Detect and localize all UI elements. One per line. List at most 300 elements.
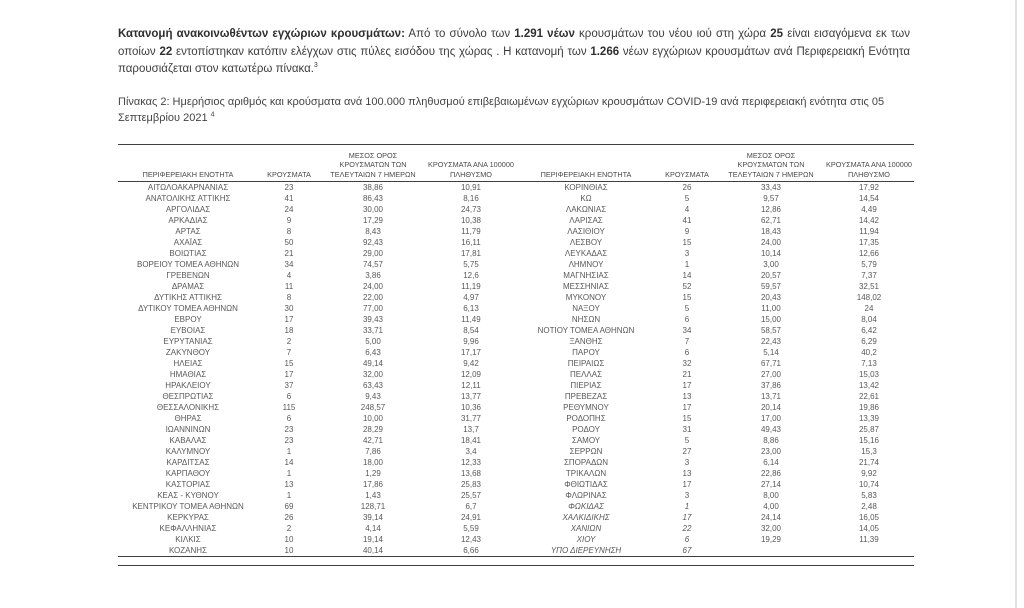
avg7-cell: 17,86 — [362, 480, 384, 490]
cases-cell: 50 — [284, 238, 294, 248]
cases-cell: 8 — [286, 293, 292, 303]
cases-cell: 21 — [284, 249, 294, 259]
column-header: ΚΡΟΥΣΜΑΤΑ — [258, 144, 320, 182]
intro-text-segment: κρουσμάτων του νέου ιού στη χώρα — [574, 28, 771, 40]
table-row — [118, 303, 914, 314]
cases-cell: 6 — [286, 392, 292, 402]
table-row — [118, 248, 914, 259]
avg7-cell: 49,14 — [362, 359, 384, 369]
cases-cell: 4 — [286, 271, 292, 281]
region-cell: ΜΥΚΟΝΟΥ — [565, 293, 607, 303]
per100k-cell: 11,39 — [859, 535, 879, 545]
per100k-cell: 148,02 — [856, 293, 882, 303]
per100k-cell: 6,7 — [465, 502, 477, 512]
cases-cell: 30 — [284, 304, 294, 314]
per100k-cell: 9,96 — [463, 337, 479, 347]
intro-text-segment: είναι εισαγόμενα εκ των οποίων — [118, 28, 911, 58]
table-body — [118, 182, 914, 557]
region-cell: ΖΑΚΥΝΘΟΥ — [165, 348, 211, 358]
avg7-cell: 3,00 — [763, 260, 779, 270]
per100k-cell — [824, 545, 914, 557]
avg7-cell — [718, 545, 824, 557]
region-cell: ΙΩΑΝΝΙΝΩΝ — [165, 425, 211, 435]
avg7-cell: 22,43 — [760, 337, 782, 347]
avg7-cell: 58,57 — [760, 326, 782, 336]
caption-footnote-ref: 4 — [210, 111, 215, 119]
per100k-cell: 9,42 — [463, 359, 479, 369]
region-cell: ΦΩΚΙΔΑΣ — [568, 502, 604, 512]
cases-cell: 18 — [284, 326, 294, 336]
avg7-cell: 9,43 — [365, 392, 381, 402]
per100k-cell: 21,74 — [858, 458, 880, 468]
table-row — [118, 424, 914, 435]
bottom-divider — [118, 565, 914, 566]
avg7-cell: 6,14 — [763, 458, 779, 468]
per100k-cell: 12,43 — [460, 535, 482, 545]
avg7-cell: 10,00 — [362, 414, 384, 424]
cases-cell: 1 — [684, 502, 690, 512]
cases-cell: 1 — [684, 260, 690, 270]
cases-cell: 13 — [682, 392, 692, 402]
cases-cell: 13 — [682, 469, 692, 479]
region-cell: ΣΑΜΟΥ — [571, 436, 601, 446]
cases-cell: 6 — [684, 348, 690, 358]
per100k-cell: 19,86 — [858, 403, 880, 413]
cases-cell: 41 — [284, 194, 294, 204]
cases-cell: 7 — [684, 337, 690, 347]
cases-cell: 10 — [284, 546, 294, 556]
per100k-cell: 5,83 — [861, 491, 877, 501]
cases-cell: 31 — [682, 425, 692, 435]
per100k-cell: 14,54 — [858, 194, 880, 204]
cases-cell: 21 — [682, 370, 692, 380]
table-row — [118, 358, 914, 369]
column-header: ΚΡΟΥΣΜΑΤΑ — [656, 144, 718, 182]
region-cell: ΠΕΙΡΑΙΩΣ — [567, 359, 605, 369]
region-cell: ΝΑΞΟΥ — [572, 304, 600, 314]
cases-cell: 27 — [682, 447, 692, 457]
region-cell: ΚΕΡΚΥΡΑΣ — [167, 513, 209, 523]
intro-text-segment: Από το σύνολο των — [404, 28, 515, 40]
avg7-cell: 8,00 — [763, 491, 779, 501]
avg7-cell: 6,43 — [365, 348, 381, 358]
cases-cell: 8 — [286, 227, 292, 237]
per100k-cell: 4,97 — [463, 293, 479, 303]
cases-cell: 24 — [284, 205, 294, 215]
avg7-cell: 30,00 — [362, 205, 384, 215]
cases-cell: 17 — [284, 315, 294, 325]
cases-cell: 17 — [682, 480, 692, 490]
region-cell: ΠΑΡΟΥ — [572, 348, 600, 358]
region-cell: ΓΡΕΒΕΝΩΝ — [166, 271, 210, 281]
avg7-cell: 12,86 — [760, 205, 782, 215]
table-row — [118, 325, 914, 336]
region-cell: ΑΡΓΟΛΙΔΑΣ — [165, 205, 211, 215]
table-row — [118, 446, 914, 457]
per100k-cell: 6,13 — [463, 304, 479, 314]
table-row — [118, 215, 914, 226]
cases-cell: 26 — [682, 183, 692, 193]
per100k-cell: 10,38 — [460, 216, 482, 226]
avg7-cell: 19,29 — [760, 535, 782, 545]
per100k-cell: 13,68 — [460, 469, 482, 479]
cases-cell: 2 — [286, 524, 292, 534]
per100k-cell: 12,09 — [460, 370, 482, 380]
cases-cell: 115 — [282, 403, 296, 413]
table-row — [118, 435, 914, 446]
per100k-cell: 11,79 — [461, 227, 481, 237]
avg7-cell: 37,86 — [760, 381, 782, 391]
table-row — [118, 413, 914, 424]
avg7-cell: 38,86 — [362, 183, 384, 193]
table-row — [118, 512, 914, 523]
region-cell: ΝΟΤΙΟΥ ΤΟΜΕΑ ΑΘΗΝΩΝ — [537, 326, 635, 336]
region-cell: ΒΟΡΕΙΟΥ ΤΟΜΕΑ ΑΘΗΝΩΝ — [136, 260, 240, 270]
per100k-cell: 2,48 — [861, 502, 877, 512]
region-cell: ΛΑΚΩΝΙΑΣ — [565, 205, 607, 215]
intro-text-segment: εντοπίστηκαν κατόπιν ελέγχων στις πύλες εισόδου της χώρας . Η κατανομή των — [172, 45, 591, 58]
region-cell: ΣΠΟΡΑΔΩΝ — [563, 458, 609, 468]
per100k-cell: 10,91 — [460, 183, 482, 193]
avg7-cell: 33,71 — [362, 326, 384, 336]
region-cell: ΒΟΙΩΤΙΑΣ — [169, 249, 207, 259]
cases-cell: 26 — [284, 513, 294, 523]
avg7-cell: 20,43 — [760, 293, 782, 303]
region-cell: ΛΑΣΙΘΙΟΥ — [567, 227, 605, 237]
table-row — [118, 490, 914, 501]
region-cell: ΚΑΣΤΟΡΙΑΣ — [165, 480, 211, 490]
region-cell: ΗΛΕΙΑΣ — [173, 359, 203, 369]
cases-cell: 34 — [682, 326, 692, 336]
per100k-cell: 12,6 — [463, 271, 479, 281]
cases-cell: 1 — [286, 447, 292, 457]
region-cell: ΡΕΘΥΜΝΟΥ — [563, 403, 609, 413]
cases-cell: 17 — [682, 513, 692, 523]
table-caption-text: Πίνακας 2: Ημερήσιος αριθμός και κρούσματα ανά 100.000 πληθυσμού επιβεβαιωμένων εγχώριων κρουσμάτων COVID-19 ανά περιφερειακή ενότητα στις 05 Σεπτεμβρίου 2021 — [118, 95, 885, 124]
per100k-cell: 31,77 — [460, 414, 482, 424]
region-cell: ΠΡΕΒΕΖΑΣ — [564, 392, 608, 402]
cases-cell: 9 — [286, 216, 292, 226]
cases-cell: 9 — [684, 227, 690, 237]
region-cell: ΚΑΡΔΙΤΣΑΣ — [166, 458, 210, 468]
avg7-cell: 29,00 — [362, 249, 384, 259]
intro-bold-segment: 25 — [770, 28, 784, 40]
table-row — [118, 369, 914, 380]
cases-cell: 23 — [284, 183, 294, 193]
region-cell: ΘΗΡΑΣ — [174, 414, 202, 424]
region-cell: ΑΝΑΤΟΛΙΚΗΣ ΑΤΤΙΚΗΣ — [145, 194, 231, 204]
column-header: ΜΕΣΟΣ ΟΡΟΣ ΚΡΟΥΣΜΑΤΩΝ ΤΩΝ ΤΕΛΕΥΤΑΙΩΝ 7 ΗΜΕΡΩΝ — [718, 144, 824, 182]
per100k-cell: 8,04 — [861, 315, 877, 325]
region-cell: ΦΛΩΡΙΝΑΣ — [565, 491, 607, 501]
table-row — [118, 237, 914, 248]
per100k-cell: 13,7 — [463, 425, 479, 435]
per100k-cell: 11,94 — [859, 227, 879, 237]
avg7-cell: 1,29 — [365, 469, 381, 479]
cases-cell: 5 — [684, 194, 690, 204]
table-row — [118, 226, 914, 237]
avg7-cell: 67,71 — [760, 359, 782, 369]
avg7-cell: 7,86 — [365, 447, 381, 457]
region-cell: ΚΑΛΥΜΝΟΥ — [165, 447, 211, 457]
avg7-cell: 32,00 — [760, 524, 782, 534]
cases-cell: 22 — [682, 524, 692, 534]
per100k-cell: 25,57 — [460, 491, 482, 501]
per100k-cell: 9,92 — [861, 469, 877, 479]
region-cell: ΗΡΑΚΛΕΙΟΥ — [165, 381, 211, 391]
table-row — [118, 259, 914, 270]
per100k-cell: 15,16 — [858, 436, 880, 446]
avg7-cell: 18,43 — [760, 227, 782, 237]
per100k-cell: 25,87 — [858, 425, 880, 435]
region-cell: ΕΒΡΟΥ — [174, 315, 202, 325]
cases-cell: 14 — [284, 458, 294, 468]
table-row — [118, 468, 914, 479]
cases-cell: 6 — [684, 535, 690, 545]
region-cell: ΚΩ — [580, 194, 592, 204]
region-cell: ΚΟΖΑΝΗΣ — [168, 546, 208, 556]
cases-cell: 37 — [284, 381, 294, 391]
per100k-cell: 6,42 — [861, 326, 877, 336]
region-cell: ΑΡΚΑΔΙΑΣ — [168, 216, 208, 226]
per100k-cell: 13,39 — [858, 414, 880, 424]
avg7-cell: 5,00 — [365, 337, 381, 347]
table-row — [118, 292, 914, 303]
per100k-cell: 17,17 — [460, 348, 482, 358]
per100k-cell: 8,16 — [463, 194, 479, 204]
per100k-cell: 32,51 — [858, 282, 880, 292]
per100k-cell: 6,29 — [861, 337, 877, 347]
region-cell: ΑΡΤΑΣ — [175, 227, 201, 237]
page-edge-line — [1015, 0, 1017, 608]
table-row — [118, 314, 914, 325]
avg7-cell: 33,43 — [760, 183, 782, 193]
table-row — [118, 391, 914, 402]
avg7-cell: 9,57 — [763, 194, 779, 204]
region-cell: ΛΕΣΒΟΥ — [569, 238, 603, 248]
avg7-cell: 20,14 — [760, 403, 782, 413]
avg7-cell: 248,57 — [360, 403, 386, 413]
cases-cell: 3 — [684, 491, 690, 501]
avg7-cell: 10,14 — [760, 249, 782, 259]
avg7-cell: 27,00 — [760, 370, 782, 380]
per100k-cell: 13,42 — [858, 381, 880, 391]
avg7-cell: 40,14 — [362, 546, 384, 556]
region-cell: ΚΑΡΠΑΘΟΥ — [165, 469, 211, 479]
avg7-cell: 128,71 — [360, 502, 386, 512]
avg7-cell: 49,43 — [760, 425, 782, 435]
intro-bold-segment: Κατανομή ανακοινωθέντων εγχώριων κρουσμάτων: — [118, 28, 405, 40]
avg7-cell: 28,29 — [362, 425, 384, 435]
avg7-cell: 74,57 — [362, 260, 384, 270]
region-cell: ΞΑΝΘΗΣ — [569, 337, 603, 347]
avg7-cell: 32,00 — [362, 370, 384, 380]
table-row — [118, 182, 914, 194]
per100k-cell: 16,11 — [461, 238, 481, 248]
covid-regional-table — [118, 144, 914, 558]
cases-cell: 14 — [682, 271, 692, 281]
table-row — [118, 402, 914, 413]
region-cell: ΤΡΙΚΑΛΩΝ — [565, 469, 607, 479]
cases-cell: 15 — [682, 238, 692, 248]
avg7-cell: 42,71 — [362, 436, 384, 446]
table-row — [118, 501, 914, 512]
table-row — [118, 281, 914, 292]
per100k-cell: 7,13 — [861, 359, 877, 369]
intro-paragraph — [118, 26, 910, 79]
per100k-cell: 12,11 — [461, 381, 481, 391]
cases-cell: 13 — [284, 480, 294, 490]
region-cell: ΚΕΝΤΡΙΚΟΥ ΤΟΜΕΑ ΑΘΗΝΩΝ — [132, 502, 244, 512]
column-header: ΚΡΟΥΣΜΑΤΑ ΑΝΑ 100000 ΠΛΗΘΥΣΜΟ — [824, 144, 914, 182]
region-cell: ΡΟΔΟΥ — [572, 425, 600, 435]
region-cell: ΜΑΓΝΗΣΙΑΣ — [563, 271, 609, 281]
cases-cell: 23 — [284, 436, 294, 446]
per100k-cell: 5,79 — [861, 260, 877, 270]
region-cell: ΜΕΣΣΗΝΙΑΣ — [563, 282, 609, 292]
per100k-cell: 5,75 — [463, 260, 479, 270]
cases-cell: 52 — [682, 282, 692, 292]
column-header: ΜΕΣΟΣ ΟΡΟΣ ΚΡΟΥΣΜΑΤΩΝ ΤΩΝ ΤΕΛΕΥΤΑΙΩΝ 7 ΗΜΕΡΩΝ — [320, 144, 426, 182]
region-cell: ΔΥΤΙΚΗΣ ΑΤΤΙΚΗΣ — [154, 293, 222, 303]
column-header: ΠΕΡΙΦΕΡΕΙΑΚΗ ΕΝΟΤΗΤΑ — [118, 144, 258, 182]
per100k-cell: 15,03 — [858, 370, 880, 380]
cases-cell: 17 — [682, 381, 692, 391]
region-cell: ΠΙΕΡΙΑΣ — [570, 381, 602, 391]
cases-cell: 34 — [284, 260, 294, 270]
per100k-cell: 24,73 — [460, 205, 482, 215]
region-cell: ΧΙΟΥ — [576, 535, 596, 545]
per100k-cell: 14,05 — [858, 524, 880, 534]
avg7-cell: 1,43 — [365, 491, 381, 501]
per100k-cell: 11,49 — [461, 315, 481, 325]
avg7-cell: 86,43 — [362, 194, 384, 204]
cases-cell: 3 — [684, 458, 690, 468]
avg7-cell: 92,43 — [362, 238, 384, 248]
avg7-cell: 8,43 — [365, 227, 381, 237]
table-row — [118, 380, 914, 391]
per100k-cell: 17,92 — [858, 183, 880, 193]
avg7-cell: 17,29 — [362, 216, 384, 226]
column-header: ΠΕΡΙΦΕΡΕΙΑΚΗ ΕΝΟΤΗΤΑ — [516, 144, 656, 182]
region-cell: ΧΑΝΙΩΝ — [570, 524, 602, 534]
cases-cell: 4 — [684, 205, 690, 215]
cases-cell: 15 — [682, 414, 692, 424]
cases-cell: 17 — [682, 403, 692, 413]
cases-cell: 41 — [682, 216, 692, 226]
per100k-cell: 3,4 — [465, 447, 477, 457]
avg7-cell: 3,86 — [365, 271, 381, 281]
region-cell: ΚΕΦΑΛΛΗΝΙΑΣ — [159, 524, 217, 534]
table-row — [118, 545, 914, 557]
table-row — [118, 479, 914, 490]
avg7-cell: 22,86 — [760, 469, 782, 479]
avg7-cell: 22,00 — [362, 293, 384, 303]
avg7-cell: 62,71 — [760, 216, 782, 226]
per100k-cell: 24,91 — [460, 513, 482, 523]
avg7-cell: 24,00 — [760, 238, 782, 248]
region-cell: ΕΥΒΟΙΑΣ — [170, 326, 206, 336]
avg7-cell: 27,14 — [760, 480, 782, 490]
avg7-cell: 23,00 — [760, 447, 782, 457]
cases-cell: 3 — [684, 249, 690, 259]
table-row — [118, 336, 914, 347]
per100k-cell: 18,41 — [460, 436, 482, 446]
table-row — [118, 347, 914, 358]
table-row — [118, 457, 914, 468]
region-cell: ΚΙΛΚΙΣ — [175, 535, 201, 545]
avg7-cell: 8,86 — [763, 436, 779, 446]
region-cell: ΑΙΤΩΛΟΑΚΑΡΝΑΝΙΑΣ — [147, 183, 229, 193]
table-row — [118, 270, 914, 281]
intro-footnote-ref: 3 — [313, 62, 318, 70]
table-row — [118, 193, 914, 204]
table-row — [118, 534, 914, 545]
avg7-cell: 77,00 — [362, 304, 384, 314]
region-cell: ΣΕΡΡΩΝ — [569, 447, 603, 457]
per100k-cell: 11,19 — [461, 282, 481, 292]
region-cell: ΡΟΔΟΠΗΣ — [566, 414, 606, 424]
cases-cell: 6 — [286, 414, 292, 424]
per100k-cell: 8,54 — [463, 326, 479, 336]
per100k-cell: 13,77 — [460, 392, 482, 402]
avg7-cell: 63,43 — [362, 381, 384, 391]
region-cell: ΥΠΟ ΔΙΕΡΕΥΝΗΣΗ — [550, 546, 622, 556]
per100k-cell: 7,37 — [861, 271, 877, 281]
cases-cell: 32 — [682, 359, 692, 369]
cases-cell: 2 — [286, 337, 292, 347]
region-cell: ΝΗΣΩΝ — [571, 315, 601, 325]
region-cell: ΕΥΡΥΤΑΝΙΑΣ — [163, 337, 213, 347]
region-cell: ΘΕΣΣΑΛΟΝΙΚΗΣ — [156, 403, 220, 413]
avg7-cell: 39,43 — [362, 315, 384, 325]
region-cell: ΦΘΙΩΤΙΔΑΣ — [564, 480, 608, 490]
avg7-cell: 59,57 — [760, 282, 782, 292]
cases-cell: 6 — [684, 315, 690, 325]
region-cell: ΛΗΜΝΟΥ — [568, 260, 604, 270]
per100k-cell: 10,74 — [858, 480, 880, 490]
intro-bold-segment: 1.266 — [590, 45, 620, 58]
cases-cell: 5 — [684, 436, 690, 446]
per100k-cell: 17,35 — [858, 238, 880, 248]
avg7-cell: 24,00 — [362, 282, 384, 292]
table-row — [118, 204, 914, 215]
avg7-cell: 19,14 — [362, 535, 384, 545]
region-cell: ΔΡΑΜΑΣ — [171, 282, 205, 292]
region-cell: ΚΕΑΣ - ΚΥΘΝΟΥ — [157, 491, 219, 501]
per100k-cell: 17,81 — [460, 249, 482, 259]
per100k-cell: 14,42 — [858, 216, 880, 226]
column-header: ΚΡΟΥΣΜΑΤΑ ΑΝΑ 100000 ΠΛΗΘΥΣΜΟ — [426, 144, 516, 182]
per100k-cell: 10,36 — [460, 403, 482, 413]
cases-cell: 11 — [284, 282, 294, 292]
per100k-cell: 24 — [864, 304, 874, 314]
avg7-cell: 17,00 — [760, 414, 782, 424]
per100k-cell: 40,2 — [861, 348, 877, 358]
region-cell: ΚΟΡΙΝΘΙΑΣ — [564, 183, 608, 193]
cases-cell: 23 — [284, 425, 294, 435]
intro-bold-segment: 1.291 νέων — [514, 28, 575, 40]
avg7-cell: 15,00 — [760, 315, 782, 325]
cases-cell: 10 — [284, 535, 294, 545]
avg7-cell: 11,00 — [761, 304, 781, 314]
per100k-cell: 4,49 — [861, 205, 877, 215]
table-row — [118, 523, 914, 534]
cases-cell: 1 — [286, 469, 292, 479]
region-cell: ΚΑΒΑΛΑΣ — [169, 436, 207, 446]
per100k-cell: 22,61 — [858, 392, 880, 402]
per100k-cell: 6,66 — [463, 546, 479, 556]
